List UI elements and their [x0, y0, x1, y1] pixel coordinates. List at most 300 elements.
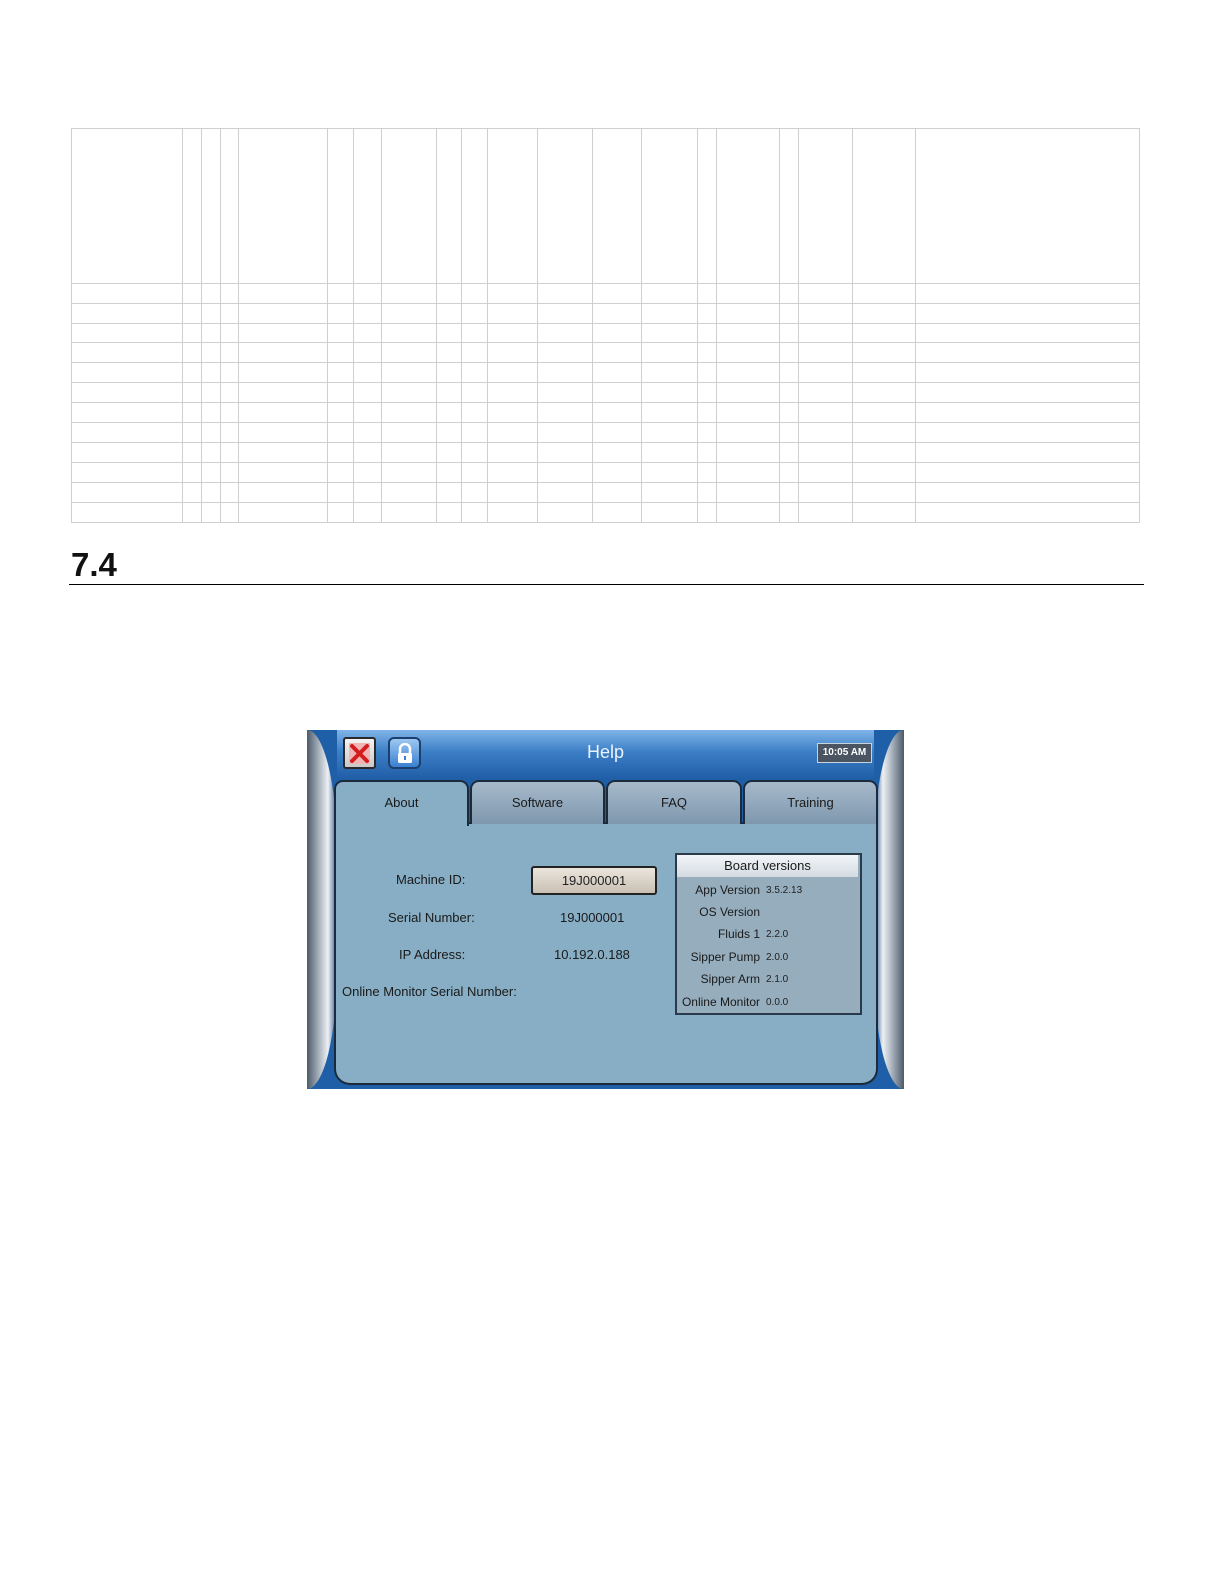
table-cell — [327, 422, 354, 443]
table-cell — [697, 128, 717, 284]
table-cell — [220, 362, 239, 383]
table-cell — [697, 402, 717, 423]
table-cell — [327, 362, 354, 383]
table-cell — [716, 422, 780, 443]
table-cell — [71, 342, 183, 363]
table-cell — [852, 303, 916, 324]
table-cell — [436, 303, 462, 324]
table-cell — [641, 402, 698, 423]
table-cell — [697, 422, 717, 443]
table-cell — [915, 283, 1140, 304]
table-cell — [697, 323, 717, 343]
table-cell — [238, 462, 328, 483]
table-cell — [327, 128, 354, 284]
board-version: 2.2.0 — [766, 929, 789, 940]
table-cell — [852, 442, 916, 463]
machine-id-label: Machine ID: — [396, 872, 466, 887]
board-name: Sipper Pump — [690, 950, 760, 964]
table-cell — [201, 482, 221, 503]
table-cell — [537, 382, 593, 403]
table-cell — [238, 283, 328, 304]
table-cell — [436, 442, 462, 463]
table-cell — [537, 362, 593, 383]
table-cell — [182, 362, 202, 383]
table-cell — [71, 462, 183, 483]
table-cell — [852, 128, 916, 284]
table-cell — [487, 303, 538, 324]
table-cell — [461, 283, 488, 304]
table-cell — [697, 382, 717, 403]
left-bezel — [307, 730, 337, 1089]
table-cell — [798, 442, 853, 463]
table-cell — [487, 422, 538, 443]
table-cell — [353, 382, 382, 403]
table-cell — [537, 402, 593, 423]
table-cell — [353, 442, 382, 463]
table-cell — [697, 283, 717, 304]
table-cell — [487, 283, 538, 304]
table-cell — [327, 303, 354, 324]
table-cell — [353, 128, 382, 284]
table-cell — [852, 342, 916, 363]
table-cell — [697, 502, 717, 523]
table-cell — [182, 283, 202, 304]
table-cell — [592, 303, 642, 324]
table-cell — [220, 502, 239, 523]
table-cell — [487, 128, 538, 284]
table-cell — [915, 482, 1140, 503]
table-cell — [537, 482, 593, 503]
table-cell — [487, 442, 538, 463]
table-cell — [461, 502, 488, 523]
table-cell — [716, 402, 780, 423]
table-cell — [487, 382, 538, 403]
table-cell — [436, 362, 462, 383]
table-cell — [641, 342, 698, 363]
table-cell — [592, 502, 642, 523]
table-cell — [798, 402, 853, 423]
table-cell — [852, 422, 916, 443]
table-cell — [592, 323, 642, 343]
table-cell — [436, 283, 462, 304]
table-cell — [436, 128, 462, 284]
table-cell — [436, 502, 462, 523]
tab-about[interactable]: About — [334, 780, 469, 826]
table-cell — [327, 382, 354, 403]
table-cell — [487, 482, 538, 503]
table-cell — [71, 382, 183, 403]
board-name: Sipper Arm — [700, 972, 760, 986]
table-cell — [915, 442, 1140, 463]
table-cell — [461, 462, 488, 483]
tab-software[interactable]: Software — [470, 780, 605, 824]
table-cell — [852, 283, 916, 304]
table-cell — [779, 342, 799, 363]
table-cell — [852, 323, 916, 343]
board-version: 0.0.0 — [766, 997, 789, 1008]
help-screen — [307, 730, 904, 1089]
table-cell — [697, 482, 717, 503]
serial-number-value: 19J000001 — [560, 910, 625, 925]
section-heading: 7.4 — [71, 546, 117, 583]
table-cell — [697, 303, 717, 324]
table-cell — [461, 342, 488, 363]
table-cell — [641, 482, 698, 503]
table-cell — [436, 462, 462, 483]
online-monitor-serial-label: Online Monitor Serial Number: — [342, 984, 517, 999]
table-cell — [852, 382, 916, 403]
section-divider — [69, 584, 1144, 585]
table-cell — [641, 303, 698, 324]
table-cell — [353, 402, 382, 423]
table-cell — [798, 462, 853, 483]
table-cell — [238, 303, 328, 324]
table-cell — [779, 303, 799, 324]
clock-display: 10:05 AM — [817, 743, 872, 763]
table-cell — [592, 482, 642, 503]
board-row — [677, 905, 860, 923]
table-cell — [238, 422, 328, 443]
table-cell — [220, 128, 239, 284]
table-cell — [353, 462, 382, 483]
table-cell — [238, 482, 328, 503]
table-cell — [220, 442, 239, 463]
table-cell — [592, 283, 642, 304]
table-cell — [201, 283, 221, 304]
table-cell — [461, 323, 488, 343]
table-cell — [779, 362, 799, 383]
table-cell — [381, 323, 437, 343]
table-cell — [915, 362, 1140, 383]
table-cell — [381, 402, 437, 423]
table-cell — [697, 362, 717, 383]
table-cell — [201, 502, 221, 523]
table-cell — [327, 462, 354, 483]
table-cell — [238, 502, 328, 523]
table-cell — [716, 283, 780, 304]
table-cell — [201, 382, 221, 403]
table-cell — [182, 303, 202, 324]
table-cell — [220, 342, 239, 363]
table-cell — [537, 128, 593, 284]
table-cell — [915, 323, 1140, 343]
table-cell — [915, 303, 1140, 324]
ip-address-label: IP Address: — [399, 947, 466, 962]
table-cell — [915, 462, 1140, 483]
table-cell — [220, 402, 239, 423]
table-cell — [779, 482, 799, 503]
table-cell — [641, 462, 698, 483]
table-cell — [852, 402, 916, 423]
table-cell — [220, 303, 239, 324]
table-cell — [779, 462, 799, 483]
table-cell — [537, 442, 593, 463]
table-cell — [381, 362, 437, 383]
table-cell — [353, 362, 382, 383]
table-cell — [798, 303, 853, 324]
board-name: OS Version — [699, 905, 760, 919]
board-version: 2.1.0 — [766, 974, 789, 985]
table-cell — [537, 283, 593, 304]
table-cell — [182, 442, 202, 463]
board-versions-title: Board versions — [677, 855, 858, 877]
table-cell — [641, 502, 698, 523]
table-cell — [327, 402, 354, 423]
table-cell — [641, 323, 698, 343]
table-cell — [182, 402, 202, 423]
table-cell — [592, 128, 642, 284]
table-cell — [798, 362, 853, 383]
table-cell — [436, 342, 462, 363]
table-cell — [220, 382, 239, 403]
table-cell — [220, 462, 239, 483]
table-cell — [592, 442, 642, 463]
table-cell — [201, 442, 221, 463]
table-cell — [537, 502, 593, 523]
table-cell — [592, 382, 642, 403]
table-cell — [641, 442, 698, 463]
table-cell — [71, 422, 183, 443]
board-row — [677, 883, 860, 901]
board-name: App Version — [695, 883, 760, 897]
table-cell — [852, 462, 916, 483]
table-cell — [353, 283, 382, 304]
table-cell — [238, 402, 328, 423]
table-cell — [641, 382, 698, 403]
table-cell — [182, 502, 202, 523]
table-cell — [381, 382, 437, 403]
machine-id-button[interactable]: 19J000001 — [531, 866, 657, 895]
table-cell — [798, 482, 853, 503]
board-row — [677, 972, 860, 990]
lock-icon — [396, 743, 414, 765]
table-cell — [220, 482, 239, 503]
table-cell — [716, 382, 780, 403]
table-cell — [238, 362, 328, 383]
table-cell — [201, 303, 221, 324]
table-cell — [327, 482, 354, 503]
table-cell — [436, 482, 462, 503]
table-cell — [201, 402, 221, 423]
table-cell — [381, 128, 437, 284]
table-cell — [915, 402, 1140, 423]
table-cell — [353, 303, 382, 324]
table-cell — [641, 128, 698, 284]
table-cell — [915, 502, 1140, 523]
table-cell — [779, 128, 799, 284]
table-cell — [461, 303, 488, 324]
table-cell — [327, 323, 354, 343]
table-cell — [461, 402, 488, 423]
table-cell — [327, 342, 354, 363]
table-cell — [71, 323, 183, 343]
board-name: Online Monitor — [681, 995, 760, 1009]
table-cell — [779, 422, 799, 443]
board-row — [677, 950, 860, 968]
table-cell — [381, 502, 437, 523]
table-cell — [487, 462, 538, 483]
table-cell — [461, 482, 488, 503]
screen-title: Help — [586, 742, 625, 762]
table-cell — [201, 342, 221, 363]
table-cell — [716, 502, 780, 523]
table-cell — [716, 482, 780, 503]
table-cell — [182, 382, 202, 403]
table-cell — [716, 303, 780, 324]
table-cell — [220, 283, 239, 304]
table-cell — [436, 402, 462, 423]
table-cell — [779, 402, 799, 423]
table-cell — [461, 442, 488, 463]
table-cell — [779, 283, 799, 304]
table-cell — [381, 482, 437, 503]
table-cell — [641, 362, 698, 383]
close-x-icon — [349, 743, 370, 764]
table-cell — [798, 342, 853, 363]
table-cell — [487, 502, 538, 523]
table-cell — [716, 362, 780, 383]
table-cell — [697, 342, 717, 363]
table-cell — [327, 283, 354, 304]
table-cell — [915, 128, 1140, 284]
table-cell — [461, 362, 488, 383]
table-cell — [487, 342, 538, 363]
board-name: Fluids 1 — [717, 927, 760, 941]
table-cell — [716, 462, 780, 483]
table-cell — [71, 362, 183, 383]
table-cell — [798, 382, 853, 403]
table-cell — [487, 362, 538, 383]
table-cell — [71, 303, 183, 324]
table-cell — [436, 323, 462, 343]
table-cell — [716, 442, 780, 463]
table-cell — [327, 502, 354, 523]
table-cell — [779, 442, 799, 463]
table-cell — [779, 323, 799, 343]
board-row — [677, 927, 860, 945]
table-cell — [182, 422, 202, 443]
table-cell — [798, 422, 853, 443]
table-cell — [461, 128, 488, 284]
table-cell — [381, 303, 437, 324]
table-cell — [381, 283, 437, 304]
table-cell — [201, 462, 221, 483]
lock-button[interactable] — [388, 737, 421, 769]
table-cell — [71, 283, 183, 304]
table-cell — [353, 342, 382, 363]
board-versions-box — [675, 853, 862, 1015]
table-cell — [779, 502, 799, 523]
tab-faq[interactable]: FAQ — [606, 780, 742, 824]
table-cell — [201, 128, 221, 284]
ip-address-value: 10.192.0.188 — [554, 947, 630, 962]
tab-training[interactable]: Training — [743, 780, 878, 824]
table-cell — [716, 128, 780, 284]
table-cell — [71, 402, 183, 423]
table-cell — [537, 462, 593, 483]
table-cell — [592, 362, 642, 383]
table-cell — [238, 442, 328, 463]
board-row — [677, 995, 860, 1013]
table-cell — [238, 382, 328, 403]
table-cell — [353, 482, 382, 503]
table-cell — [201, 422, 221, 443]
table-cell — [436, 382, 462, 403]
table-cell — [381, 422, 437, 443]
table-cell — [238, 342, 328, 363]
table-cell — [537, 422, 593, 443]
table-cell — [182, 323, 202, 343]
table-cell — [915, 422, 1140, 443]
table-cell — [353, 502, 382, 523]
table-cell — [537, 323, 593, 343]
table-cell — [381, 462, 437, 483]
table-cell — [641, 422, 698, 443]
table-cell — [798, 283, 853, 304]
table-cell — [798, 502, 853, 523]
table-cell — [238, 128, 328, 284]
table-cell — [716, 323, 780, 343]
table-cell — [436, 422, 462, 443]
table-cell — [71, 128, 183, 284]
table-cell — [381, 342, 437, 363]
table-cell — [71, 442, 183, 463]
table-cell — [641, 283, 698, 304]
table-cell — [798, 128, 853, 284]
table-cell — [182, 482, 202, 503]
empty-grid-table — [71, 128, 1139, 522]
table-cell — [592, 402, 642, 423]
table-cell — [238, 323, 328, 343]
table-cell — [182, 342, 202, 363]
table-cell — [537, 342, 593, 363]
table-cell — [201, 323, 221, 343]
table-cell — [182, 128, 202, 284]
board-version: 3.5.2.13 — [766, 885, 803, 896]
table-cell — [697, 462, 717, 483]
table-cell — [798, 323, 853, 343]
table-cell — [461, 382, 488, 403]
table-cell — [487, 402, 538, 423]
table-cell — [220, 323, 239, 343]
table-cell — [182, 462, 202, 483]
table-cell — [381, 442, 437, 463]
table-cell — [852, 362, 916, 383]
table-cell — [697, 442, 717, 463]
table-cell — [915, 382, 1140, 403]
table-cell — [461, 422, 488, 443]
right-bezel — [874, 730, 904, 1089]
close-button[interactable] — [343, 737, 376, 769]
table-cell — [915, 342, 1140, 363]
table-cell — [71, 502, 183, 523]
table-cell — [592, 342, 642, 363]
table-cell — [716, 342, 780, 363]
table-cell — [537, 303, 593, 324]
table-cell — [353, 323, 382, 343]
table-cell — [779, 382, 799, 403]
serial-number-label: Serial Number: — [388, 910, 475, 925]
table-cell — [592, 422, 642, 443]
table-cell — [487, 323, 538, 343]
table-cell — [592, 462, 642, 483]
board-version: 2.0.0 — [766, 952, 789, 963]
table-cell — [353, 422, 382, 443]
table-cell — [327, 442, 354, 463]
table-cell — [220, 422, 239, 443]
table-cell — [852, 482, 916, 503]
table-cell — [201, 362, 221, 383]
